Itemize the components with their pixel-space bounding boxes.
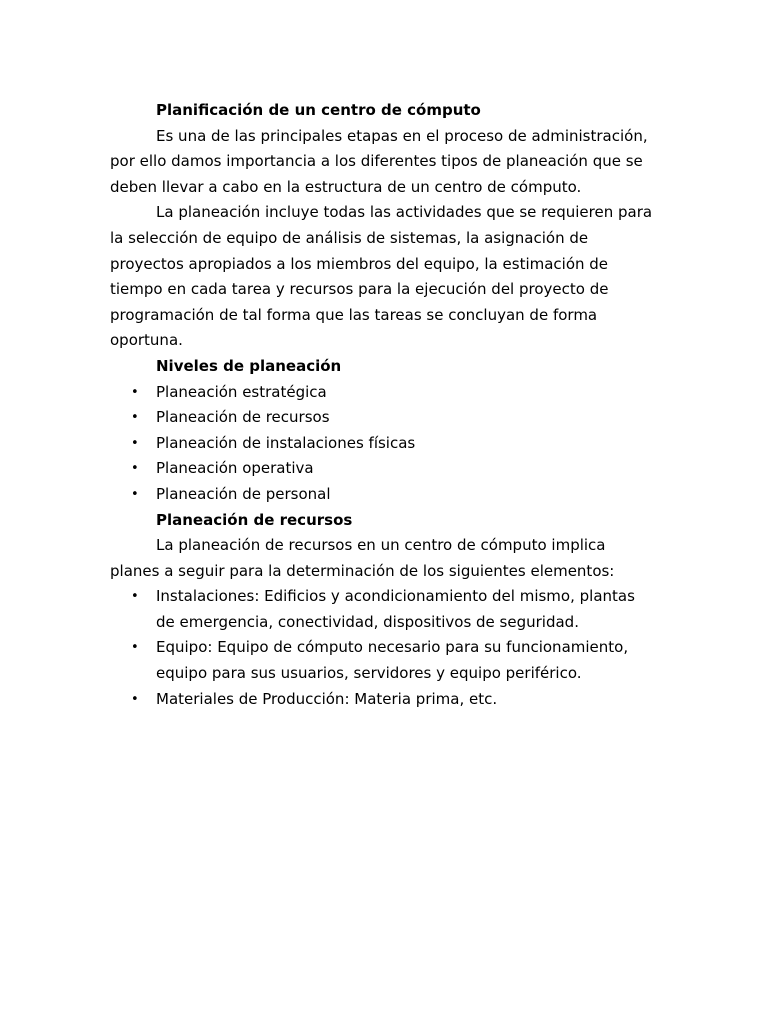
list-item-text: Planeación de recursos — [156, 408, 330, 427]
bullet-icon: • — [131, 640, 139, 656]
bullet-icon: • — [131, 410, 139, 426]
list-item-text: Instalaciones: Edificios y acondicionamiento del mismo, plantas de emergencia, conectividad, dispositivos de seguridad. — [156, 587, 635, 631]
list-item — [131, 482, 655, 508]
bullet-icon: • — [131, 435, 139, 451]
levels-heading: Niveles de planeación — [156, 356, 342, 375]
list-item-text: Planeación operativa — [156, 459, 314, 478]
resource-elements-list — [110, 584, 655, 712]
list-item — [131, 635, 655, 686]
list-item — [131, 687, 655, 713]
planning-paragraph: La planeación incluye todas las actividades que se requieren para la selección de equipo de análisis de sistemas, la asignación de proyectos apropiados a los miembros del equipo, la estimación de tiempo en cada tarea y recursos para la ejecución del proyecto de programación de tal forma que las tareas se concluyan de forma oportuna. — [110, 203, 653, 350]
list-item — [131, 380, 655, 406]
list-item-text: Planeación de personal — [156, 484, 331, 503]
list-item-text: Equipo: Equipo de cómputo necesario para su funcionamiento, equipo para sus usuarios, servidores y equipo periférico. — [156, 638, 629, 683]
list-item-text: Planeación estratégica — [156, 382, 327, 401]
document-title: Planificación de un centro de cómputo — [156, 101, 481, 119]
bullet-icon: • — [131, 461, 139, 477]
levels-list — [110, 380, 655, 508]
list-item-text: Planeación de instalaciones físicas — [156, 433, 416, 452]
list-item — [131, 405, 655, 431]
list-item — [131, 456, 655, 482]
bullet-icon: • — [131, 589, 139, 605]
resources-paragraph: La planeación de recursos en un centro de cómputo implica planes a seguir para la determinación de los siguientes elementos: — [110, 536, 615, 580]
list-item-text: Materiales de Producción: Materia prima, etc. — [156, 689, 498, 708]
intro-paragraph: Es una de las principales etapas en el proceso de administración, por ello damos importancia a los diferentes tipos de planeación que se deben llevar a cabo en la estructura de un centro de cómputo. — [110, 126, 648, 196]
list-item — [131, 431, 655, 457]
bullet-icon: • — [131, 486, 139, 502]
list-item — [131, 584, 655, 635]
document-page — [110, 98, 655, 712]
resources-heading: Planeación de recursos — [156, 510, 353, 529]
bullet-icon: • — [131, 691, 139, 707]
bullet-icon: • — [131, 384, 139, 400]
